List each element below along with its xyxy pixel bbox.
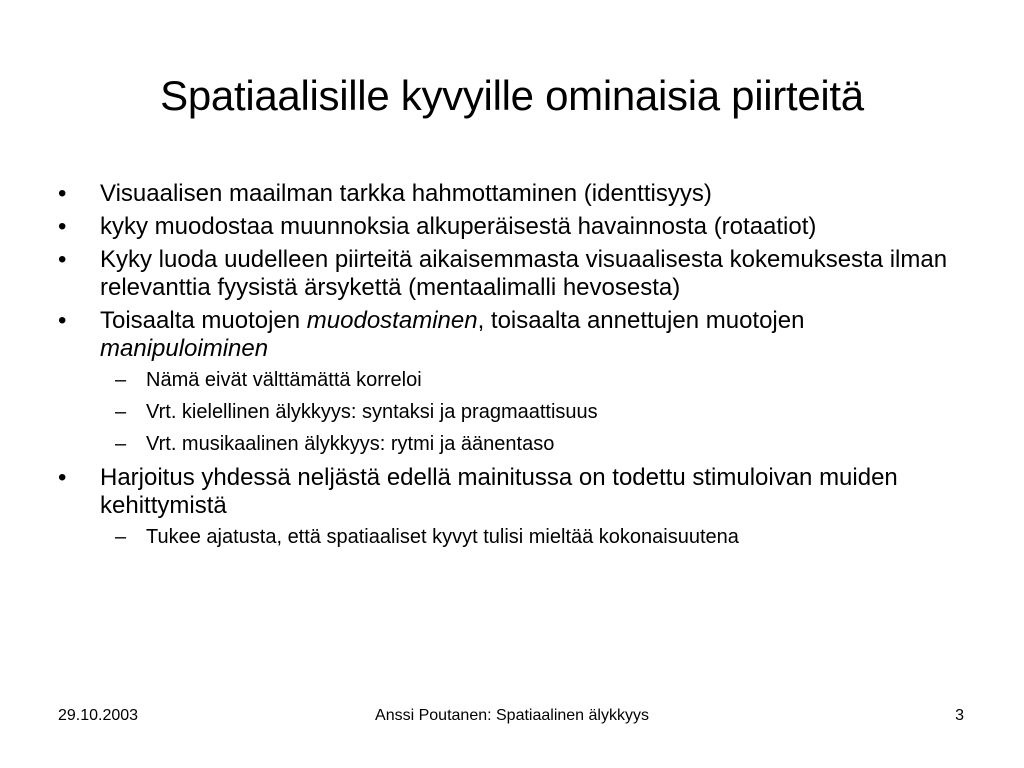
footer-title: Anssi Poutanen: Spatiaalinen älykkyys: [375, 707, 649, 724]
dash-icon: –: [115, 526, 127, 548]
footer-date: 29.10.2003: [58, 707, 139, 724]
sub-bullet-text: Vrt. musikaalinen älykkyys: rytmi ja äänentaso: [146, 433, 555, 455]
sub-bullet-item: [100, 432, 978, 456]
sub-bullet-text: Vrt. kielellinen älykkyys: syntaksi ja pragmaattisuus: [146, 401, 598, 423]
bullet-item: [58, 213, 978, 241]
bullet-text: Kyky luoda uudelleen piirteitä aikaisemmasta visuaalisesta kokemuksesta ilman relevanttia fyysistä ärsykettä (mentaalimalli hevosesta): [100, 246, 948, 301]
dash-icon: –: [115, 369, 127, 391]
bullet-item: [58, 246, 978, 302]
sub-bullet-text: Nämä eivät välttämättä korreloi: [146, 369, 422, 391]
sub-bullet-text: Tukee ajatusta, että spatiaaliset kyvyt tulisi mieltää kokonaisuutena: [146, 526, 739, 548]
bullet-text-italic: muodostaminen: [306, 307, 478, 334]
sub-bullet-list: [100, 368, 978, 456]
bullet-item: [58, 464, 978, 549]
sub-bullet-item: [100, 525, 978, 549]
bullet-text-part: Toisaalta muotojen: [100, 307, 307, 334]
bullet-item: [58, 307, 978, 456]
bullet-text: Harjoitus yhdessä neljästä edellä mainitussa on todettu stimuloivan muiden kehittymistä: [100, 464, 898, 519]
bullet-list: [58, 180, 978, 557]
bullet-icon: •: [58, 246, 67, 273]
bullet-item: [58, 180, 978, 208]
dash-icon: –: [115, 433, 127, 455]
sub-bullet-list: [100, 525, 978, 549]
sub-bullet-item: [100, 400, 978, 424]
sub-bullet-item: [100, 368, 978, 392]
bullet-text-part: , toisaalta annettujen muotojen: [477, 307, 805, 334]
bullet-icon: •: [58, 213, 67, 240]
bullet-text: Visuaalisen maailman tarkka hahmottaminen (identtisyys): [100, 180, 712, 207]
bullet-icon: •: [58, 307, 67, 334]
dash-icon: –: [115, 401, 127, 423]
page-number: 3: [955, 707, 964, 724]
bullet-text: kyky muodostaa muunnoksia alkuperäisestä havainnosta (rotaatiot): [100, 213, 817, 240]
bullet-icon: •: [58, 180, 67, 207]
slide-title: Spatiaalisille kyvyille ominaisia piirteitä: [160, 72, 864, 119]
bullet-text-italic: manipuloiminen: [100, 335, 269, 362]
bullet-text: [100, 307, 804, 362]
bullet-icon: •: [58, 464, 67, 491]
